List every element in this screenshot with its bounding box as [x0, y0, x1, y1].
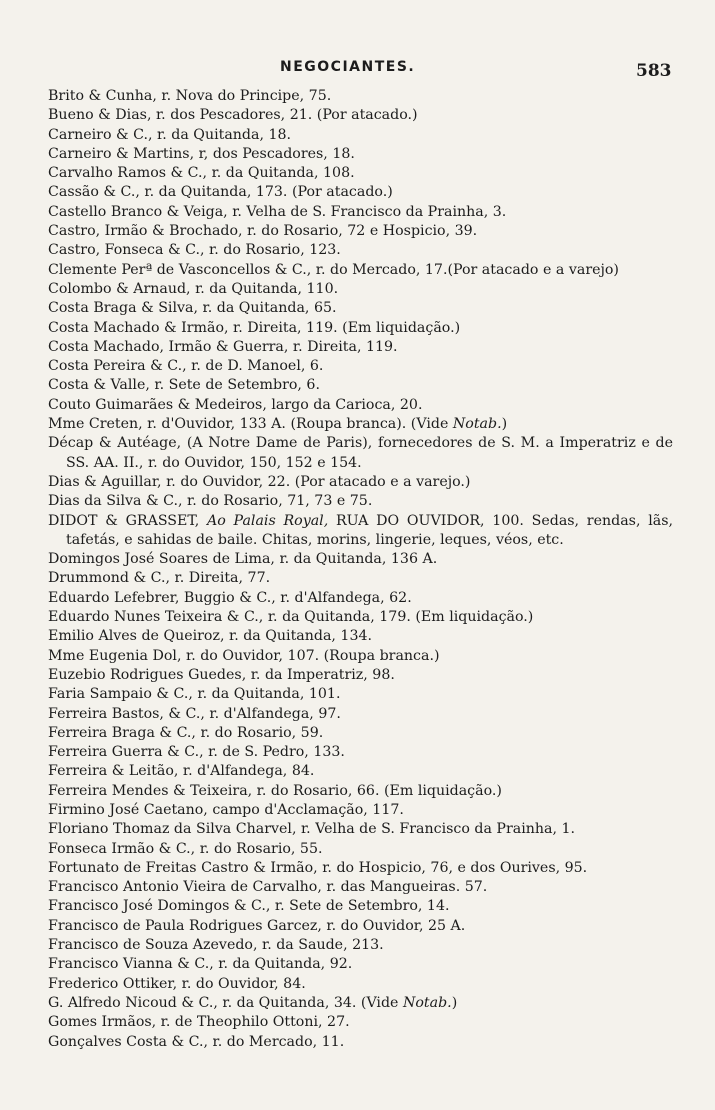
- entry-italic-text: Ao Palais Royal,: [207, 512, 329, 529]
- directory-entry: Francisco Vianna & C., r. da Quitanda, 92.: [48, 956, 353, 973]
- directory-entry: Gonçalves Costa & C., r. do Mercado, 11.: [48, 1033, 345, 1050]
- merchant-list: [48, 87, 673, 1052]
- directory-entry: Castro, Irmão & Brochado, r. do Rosario, 72 e Hospicio, 39.: [48, 223, 478, 240]
- directory-entry: Domingos José Soares de Lima, r. da Quitanda, 136 A.: [48, 551, 438, 568]
- directory-entry: Eduardo Nunes Teixeira & C., r. da Quitanda, 179. (Em liquidação.): [48, 609, 534, 626]
- directory-entry: Colombo & Arnaud, r. da Quitanda, 110.: [48, 280, 339, 297]
- entry-text: Mme Creten, r. d'Ouvidor, 133 A. (Roupa branca). (Vide: [48, 416, 453, 433]
- directory-entry: Dias & Aguillar, r. do Ouvidor, 22. (Por atacado e a varejo.): [48, 473, 471, 490]
- directory-entry: Francisco de Paula Rodrigues Garcez, r. do Ouvidor, 25 A.: [48, 917, 466, 934]
- directory-entry: Castro, Fonseca & C., r. do Rosario, 123.: [48, 242, 341, 259]
- directory-entry: Faria Sampaio & C., r. da Quitanda, 101.: [48, 686, 341, 703]
- entry-text: G. Alfredo Nicoud & C., r. da Quitanda, 34. (Vide: [48, 994, 403, 1011]
- directory-entry: Dias da Silva & C., r. do Rosario, 71, 73 e 75.: [48, 493, 373, 510]
- directory-entry: Ferreira & Leitão, r. d'Alfandega, 84.: [48, 763, 315, 780]
- directory-entry: Mme Eugenia Dol, r. do Ouvidor, 107. (Roupa branca.): [48, 647, 440, 664]
- entry-text: ): [451, 994, 458, 1011]
- directory-entry: Francisco Antonio Vieira de Carvalho, r. das Mangueiras. 57.: [48, 879, 488, 896]
- directory-entry: Fonseca Irmão & C., r. do Rosario, 55.: [48, 840, 323, 857]
- directory-entry: Eduardo Lefebrer, Buggio & C., r. d'Alfandega, 62.: [48, 589, 412, 606]
- entry-text: RUA DO OUVIDOR, 100. Sedas, rendas, lãs, tafetás, e sahidas de baile. Chitas, morins, lingerie, leques, véos, etc.: [66, 512, 673, 548]
- directory-entry: Fortunato de Freitas Castro & Irmão, r. do Hospicio, 76, e dos Ourives, 95.: [48, 859, 588, 876]
- directory-entry: Brito & Cunha, r. Nova do Principe, 75.: [48, 88, 332, 104]
- directory-entry: [48, 512, 673, 551]
- directory-entry: Costa Braga & Silva, r. da Quitanda, 65.: [48, 300, 337, 317]
- directory-entry: Costa & Valle, r. Sete de Setembro, 6.: [48, 377, 320, 394]
- running-title: NEGOCIANTES.: [280, 59, 416, 75]
- directory-entry: Costa Machado, Irmão & Guerra, r. Direita, 119.: [48, 338, 398, 355]
- directory-entry: Francisco de Souza Azevedo, r. da Saude, 213.: [48, 937, 384, 954]
- directory-entry: Clemente Perª de Vasconcellos & C., r. do Mercado, 17.(Por atacado e a varejo): [48, 261, 619, 278]
- directory-entry: Floriano Thomaz da Silva Charvel, r. Velha de S. Francisco da Prainha, 1.: [48, 821, 576, 838]
- directory-entry: Francisco José Domingos & C., r. Sete de Setembro, 14.: [48, 898, 450, 915]
- directory-entry: Ferreira Guerra & C., r. de S. Pedro, 133.: [48, 744, 345, 761]
- directory-entry: [48, 415, 673, 434]
- entry-text: ): [501, 416, 508, 433]
- entry-italic-text: Notab.: [452, 416, 502, 433]
- directory-entry: Cassão & C., r. da Quitanda, 173. (Por atacado.): [48, 184, 393, 201]
- directory-entry: Carneiro & Martins, r, dos Pescadores, 18.: [48, 145, 355, 162]
- directory-entry: Ferreira Mendes & Teixeira, r. do Rosario, 66. (Em liquidação.): [48, 782, 502, 799]
- directory-entry: Castello Branco & Veiga, r. Velha de S. Francisco da Prainha, 3.: [48, 203, 507, 220]
- directory-entry: Ferreira Braga & C., r. do Rosario, 59.: [48, 724, 324, 741]
- directory-entry: Euzebio Rodrigues Guedes, r. da Imperatriz, 98.: [48, 666, 395, 683]
- directory-entry: Couto Guimarães & Medeiros, largo da Carioca, 20.: [48, 396, 423, 413]
- directory-entry: Drummond & C., r. Direita, 77.: [48, 570, 271, 587]
- directory-entry: Emilio Alves de Queiroz, r. da Quitanda, 134.: [48, 628, 373, 645]
- page-number: 583: [636, 61, 672, 81]
- directory-entry: Carvalho Ramos & C., r. da Quitanda, 108.: [48, 165, 355, 182]
- page-header: [0, 57, 715, 81]
- directory-entry: Firmino José Caetano, campo d'Acclamação, 117.: [48, 801, 404, 818]
- entry-text: DIDOT & GRASSET,: [48, 512, 208, 529]
- directory-entry: Décap & Autéage, (A Notre Dame de Paris), fornecedores de S. M. a Imperatriz e de SS. AA. II., r. do Ouvidor, 150, 152 e 154.: [48, 435, 673, 471]
- directory-entry: Gomes Irmãos, r. de Theophilo Ottoni, 27.: [48, 1014, 350, 1031]
- directory-entry: Costa Pereira & C., r. de D. Manoel, 6.: [48, 358, 324, 375]
- directory-entry: Bueno & Dias, r. dos Pescadores, 21. (Por atacado.): [48, 107, 418, 124]
- directory-entry: Costa Machado & Irmão, r. Direita, 119. (Em liquidação.): [48, 319, 461, 336]
- entry-italic-text: Notab.: [402, 994, 452, 1011]
- directory-entry: Ferreira Bastos, & C., r. d'Alfandega, 97.: [48, 705, 341, 722]
- directory-entry: [48, 994, 673, 1013]
- directory-entry: Frederico Ottiker, r. do Ouvidor, 84.: [48, 975, 306, 992]
- directory-entry: Carneiro & C., r. da Quitanda, 18.: [48, 126, 292, 143]
